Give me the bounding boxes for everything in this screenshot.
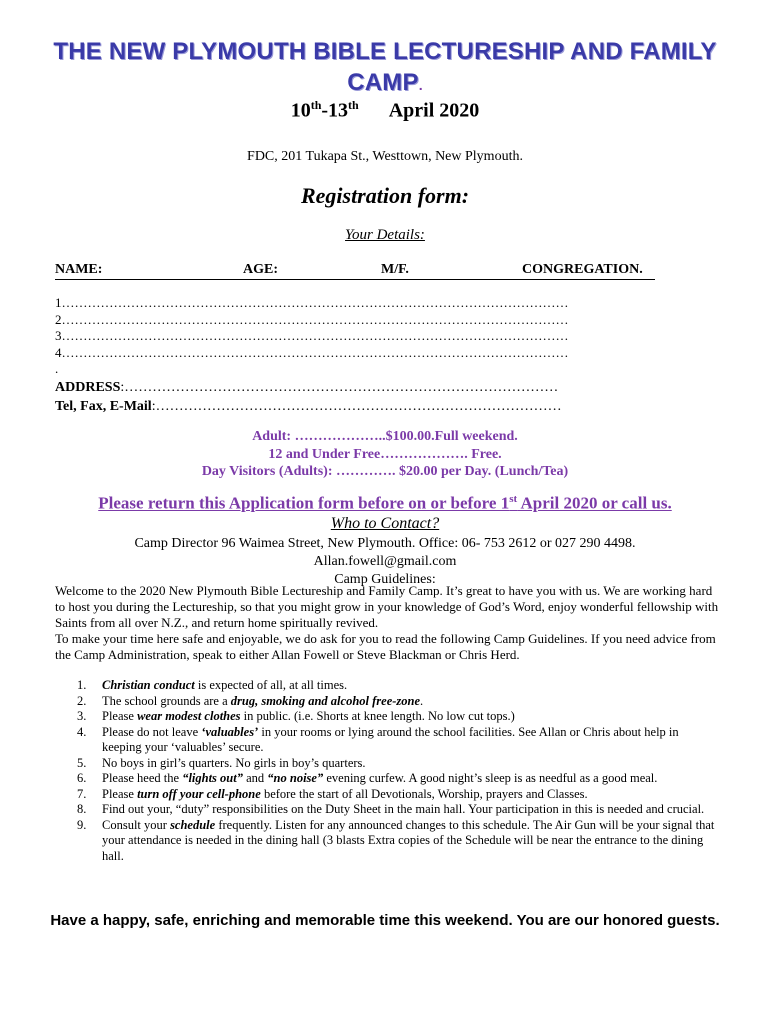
guideline-item <box>55 787 715 803</box>
contact-heading: Who to Contact? <box>330 515 440 532</box>
fee-adult: Adult: ………………..$100.00.Full weekend. <box>252 429 518 444</box>
return-text-end: April 2020 or call us. <box>517 493 672 513</box>
guideline-text: Please heed the <box>102 771 183 785</box>
guideline-emphasis: “lights out” <box>182 771 243 785</box>
details-column-headers <box>55 262 660 280</box>
guideline-text: No boys in girl’s quarters. No girls in boy’s quarters. <box>102 755 366 770</box>
dates-end: -13 <box>321 99 349 122</box>
guideline-item <box>55 709 715 725</box>
guideline-text: Find out your, “duty” responsibilities on the Duty Sheet in the main hall. Your participation in this is needed and crucial. <box>102 802 705 816</box>
contact-details-fill: :…………………………………………………………………………… <box>151 399 562 414</box>
address-label: ADDRESS <box>55 380 121 395</box>
guideline-number: 7. <box>77 786 87 801</box>
guideline-text: Please <box>102 709 138 723</box>
guideline-text: is expected of all, at all times. <box>194 678 348 692</box>
contact-info <box>0 535 770 589</box>
fees-block <box>0 428 770 481</box>
guideline-emphasis: Christian conduct <box>102 678 195 692</box>
guideline-emphasis: schedule <box>170 817 216 832</box>
dates-month: April 2020 <box>388 99 480 122</box>
dates-start: 10 <box>290 99 311 122</box>
column-mf: M/F. <box>381 262 409 277</box>
guideline-emphasis: “no noise” <box>267 771 324 785</box>
title-dot: . <box>418 77 423 93</box>
form-heading: Registration form: <box>300 183 470 208</box>
guideline-number: 1. <box>77 678 87 692</box>
attendee-line-2[interactable]: 2……………………………………………………………………………………………………… <box>55 311 569 327</box>
column-underline <box>55 279 655 280</box>
guideline-number: 5. <box>77 755 87 770</box>
guideline-text: . <box>420 693 424 708</box>
attendee-line-end: . <box>55 361 59 376</box>
contact-details-label: Tel, Fax, E-Mail <box>55 399 152 414</box>
dates-start-suffix: th <box>310 98 322 112</box>
return-text: Please return this Application form before on or before 1 <box>98 493 510 513</box>
guideline-item <box>55 725 715 756</box>
guideline-text: in your rooms or lying around the school facilities. See Allan or Chris about help in keeping your ‘valuables’ secure. <box>102 724 679 754</box>
dates-end-suffix: th <box>348 98 359 112</box>
guideline-text: in public. (i.e. Shorts at knee length. No low cut tops.) <box>240 709 515 723</box>
guideline-emphasis: drug, smoking and alcohol free-zone <box>230 693 421 708</box>
address-field[interactable] <box>55 378 675 397</box>
guideline-text: The school grounds are a <box>102 693 231 708</box>
guideline-text: frequently. Listen for any announced changes to this schedule. The Air Gun will be your signal that your attendance is needed in the dining hall (3 blasts Extra copies of the Schedule will be near the entrance to the dining hall. <box>102 817 715 863</box>
fee-under-12: 12 and Under Free………………. Free. <box>268 446 502 462</box>
director-details: Camp Director 96 Waimea Street, New Plymouth. Office: 06- 753 2612 or 027 290 4498. <box>134 536 636 551</box>
guideline-item <box>55 694 715 710</box>
guideline-text: and <box>242 771 268 785</box>
guideline-text: Please do not leave <box>102 724 202 739</box>
address-section <box>55 378 675 416</box>
guideline-number: 2. <box>77 693 87 708</box>
guideline-text: before the start of all Devotionals, Worship, prayers and Classes. <box>260 786 588 801</box>
guideline-text: evening curfew. A good night’s sleep is as needful as a good meal. <box>323 771 658 785</box>
guideline-item <box>55 802 715 818</box>
column-name: NAME: <box>55 262 103 277</box>
column-age: AGE: <box>243 262 278 277</box>
guideline-number: 8. <box>77 802 87 816</box>
guideline-text: Consult your <box>102 817 171 832</box>
guideline-item <box>55 678 715 694</box>
attendee-lines <box>55 295 675 378</box>
guideline-text: Please <box>102 786 138 801</box>
closing-message: Have a happy, safe, enriching and memorable time this weekend. You are our honored guests. <box>50 912 720 929</box>
address-fill: :………………………………………………………………………………… <box>120 380 559 395</box>
guidelines-heading: Camp Guidelines: <box>334 572 436 587</box>
guideline-emphasis: ‘valuables’ <box>201 724 259 739</box>
contact-details-field[interactable] <box>55 397 675 416</box>
return-notice <box>0 493 725 514</box>
guideline-emphasis: turn off your cell-phone <box>137 786 261 801</box>
venue-address: FDC, 201 Tukapa St., Westtown, New Plymouth. <box>247 149 523 164</box>
guideline-number: 4. <box>77 724 87 739</box>
attendee-line-3[interactable]: 3……………………………………………………………………………………………………… <box>55 328 569 343</box>
guideline-number: 3. <box>77 709 87 723</box>
guideline-number: 6. <box>77 771 87 785</box>
details-subheading: Your Details: <box>345 227 425 243</box>
welcome-paragraph: Welcome to the 2020 New Plymouth Bible Lectureship and Family Camp. It’s great to have you with us. We are working hard to host you during the Lectureship, so that you might grow in your knowledge of God’s Word, enjoy wonderful fellowship with Saints from all over N.Z., and return home spiritually revived. <box>55 583 719 630</box>
guideline-emphasis: wear modest clothes <box>137 709 241 723</box>
camp-guidelines-list <box>55 678 715 864</box>
fee-day-visitors: Day Visitors (Adults): …………. $20.00 per Day. (Lunch/Tea) <box>201 464 569 479</box>
guideline-item <box>55 756 715 772</box>
event-dates <box>0 98 770 123</box>
title-text: THE NEW PLYMOUTH BIBLE LECTURESHIP AND FAMILY CAMP <box>53 38 717 96</box>
attendee-line-4[interactable]: 4……………………………………………………………………………………………………… <box>55 344 569 360</box>
welcome-text <box>55 583 720 663</box>
column-congregation: CONGREGATION. <box>522 262 643 277</box>
guideline-item <box>55 771 715 787</box>
contact-email[interactable]: Allan.fowell@gmail.com <box>313 554 457 569</box>
attendee-line-1[interactable]: 1……………………………………………………………………………………………………… <box>55 295 569 310</box>
guidelines-intro: To make your time here safe and enjoyable, we do ask for you to read the following Camp Guidelines. If you need advice from the Camp Administration, speak to either Allan Fowell or Steve Blackman or Chris Herd. <box>55 631 716 662</box>
guideline-item <box>55 818 715 865</box>
guideline-number: 9. <box>77 817 87 832</box>
return-date-suffix: st <box>509 493 518 505</box>
page-title <box>30 36 740 101</box>
